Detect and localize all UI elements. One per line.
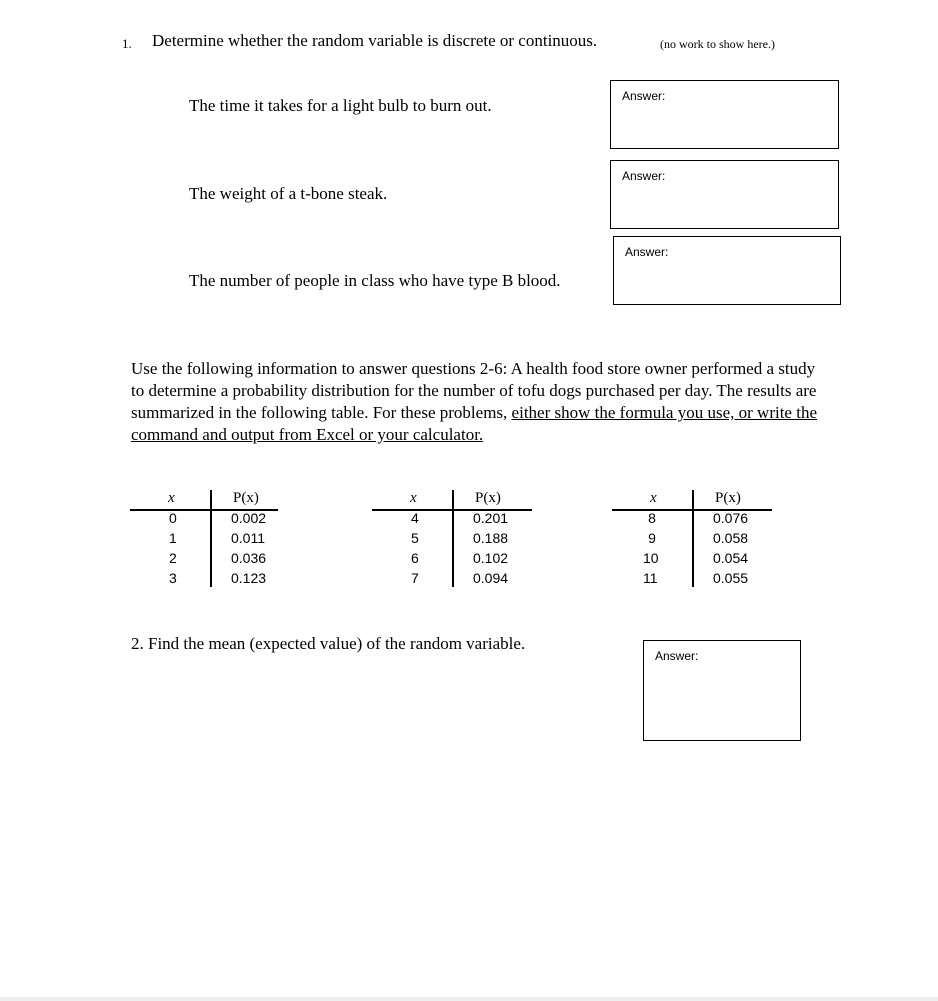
- x-cell: 11: [643, 570, 658, 586]
- info-paragraph: [131, 358, 821, 446]
- p-cell: 0.123: [231, 570, 267, 586]
- x-cell: 9: [648, 530, 656, 546]
- info-underlined: either show the formula you use, or write the command and output from Excel or your calculator.: [131, 403, 817, 444]
- x-header: x: [650, 490, 657, 506]
- item-blood-type: The number of people in class who have type B blood.: [189, 271, 561, 290]
- x-cell: 1: [169, 530, 177, 546]
- p-cell: 0.054: [713, 550, 749, 566]
- x-cell: 0: [169, 510, 177, 526]
- x-cell: 2: [169, 550, 177, 566]
- x-cell: 10: [643, 550, 659, 566]
- item-light-bulb: The time it takes for a light bulb to burn out.: [189, 96, 492, 115]
- p-cell: 0.076: [713, 510, 749, 526]
- p-cell: 0.094: [473, 570, 509, 586]
- answer-box-2[interactable]: [610, 160, 839, 229]
- answer-box-3[interactable]: [613, 236, 841, 305]
- x-cell: 4: [411, 510, 419, 526]
- answer-box-1[interactable]: [610, 80, 839, 149]
- question1-note: (no work to show here.): [660, 37, 775, 51]
- p-cell: 0.011: [231, 530, 265, 546]
- question2-text: 2. Find the mean (expected value) of the random variable.: [131, 634, 526, 653]
- p-header: P(x): [233, 490, 259, 506]
- info-text: Use the following information to answer questions 2-6: A health food store owner performed a study to determine a probability distribution for the number of tofu dogs purchased per day. The results are summarized in the following table. For these problems,: [131, 359, 817, 422]
- x-cell: 8: [648, 510, 656, 526]
- x-header: x: [168, 490, 175, 506]
- answer-box-q2[interactable]: [643, 640, 801, 741]
- item-steak: The weight of a t-bone steak.: [189, 184, 388, 203]
- p-cell: 0.036: [231, 550, 267, 566]
- p-cell: 0.002: [231, 510, 267, 526]
- p-header: P(x): [475, 490, 501, 506]
- p-cell: 0.102: [473, 550, 509, 566]
- x-cell: 6: [411, 550, 419, 566]
- p-cell: 0.055: [713, 570, 749, 586]
- question-number: 1.: [122, 36, 132, 51]
- answer-label: Answer:: [655, 649, 699, 663]
- p-cell: 0.201: [473, 510, 509, 526]
- page-bottom-edge: [0, 997, 938, 1001]
- x-cell: 5: [411, 530, 419, 546]
- question1-text: Determine whether the random variable is discrete or continuous.: [152, 31, 598, 50]
- x-header: x: [410, 490, 417, 506]
- x-cell: 3: [169, 570, 177, 586]
- p-cell: 0.188: [473, 530, 509, 546]
- answer-label: Answer:: [622, 89, 666, 103]
- answer-label: Answer:: [625, 245, 669, 259]
- x-cell: 7: [411, 570, 419, 586]
- answer-label: Answer:: [622, 169, 666, 183]
- p-header: P(x): [715, 490, 741, 506]
- p-cell: 0.058: [713, 530, 749, 546]
